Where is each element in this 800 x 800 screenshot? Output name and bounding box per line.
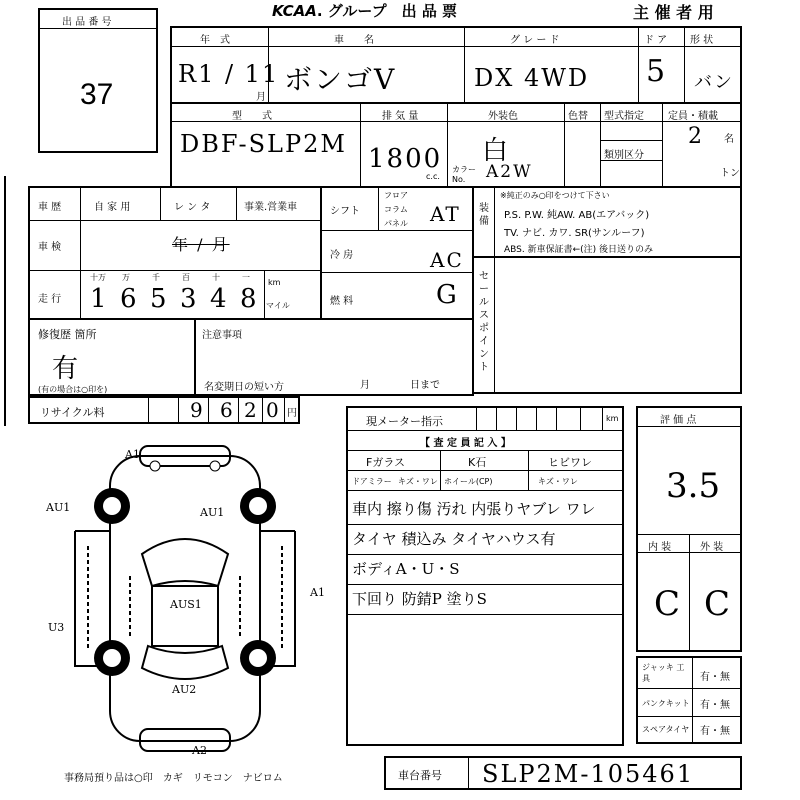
year-label: 年 式: [200, 35, 230, 46]
organizer-label: 主 催 者 用: [633, 3, 714, 22]
inspector-item-crack: ヒビワレ: [548, 456, 592, 469]
history-section: [28, 186, 322, 320]
exterior-label: 外 装: [700, 542, 724, 553]
repair-value: 有: [52, 354, 81, 384]
recycle-unit: 円: [287, 408, 297, 419]
notes-section: [194, 318, 474, 396]
cc-unit: c.c.: [426, 172, 440, 181]
windshield: [142, 539, 228, 586]
damage-mark: AUS1: [170, 598, 202, 611]
equipment-section: [472, 186, 742, 258]
damage-mark: A2: [192, 744, 207, 757]
notes-label: 注意事項: [202, 330, 242, 341]
form-title: [272, 0, 457, 21]
tools-section: [636, 656, 742, 744]
spare-tire-label: スペアタイヤ: [642, 725, 690, 734]
shift-label: シフト: [330, 206, 360, 217]
recycle-label: リサイクル料: [40, 406, 105, 419]
equipment-label: 装 備: [479, 203, 489, 227]
puncture-kit-options[interactable]: 有・無: [700, 700, 730, 711]
history-label: 車 歴: [38, 202, 62, 213]
deadline-month: 月: [360, 380, 370, 391]
lot-number: 37: [80, 78, 114, 111]
sales-point-section: [472, 256, 742, 394]
jack-label: ジャッキ 工 具: [642, 663, 685, 683]
mileage-digit: 3: [180, 284, 199, 314]
damage-mark: A1: [125, 448, 140, 461]
capacity-unit: 名: [724, 134, 734, 145]
vehicle-basic-section: [170, 26, 742, 104]
inspector-note-3: ボディA・U・S: [352, 560, 460, 578]
recycle-digit: 0: [266, 398, 281, 422]
door-label: ド ア: [644, 35, 668, 46]
inspector-note-2: タイヤ 積込み タイヤハウス有: [352, 530, 556, 548]
history-option-commercial[interactable]: 事業.営業車: [244, 202, 298, 213]
mile-unit: マイル: [266, 301, 290, 310]
displacement-value: 1800: [368, 144, 443, 174]
equipment-line-2: TV. ナビ. カワ. SR(サンルーフ): [504, 228, 645, 239]
displacement-label: 排 気 量: [382, 111, 419, 122]
car-diagram: [30, 436, 340, 766]
interior-label: 内 装: [648, 542, 672, 553]
inspector-header: 【 査 定 員 記 入 】: [420, 438, 511, 449]
meter-label: 現メーター指示: [366, 415, 443, 428]
interior-value: C: [654, 584, 683, 624]
roof: [152, 586, 218, 646]
month-unit: 月: [256, 92, 266, 103]
spare-tire-options[interactable]: 有・無: [700, 726, 730, 737]
model-value: DBF-SLP2M: [180, 130, 347, 158]
shift-column: コラム: [384, 205, 408, 214]
equipment-line-1: P.S. P.W. 純AW. AB(エアバック): [504, 210, 650, 221]
inspection-value: 年 / 月: [172, 235, 230, 254]
shift-floor: フロア: [384, 191, 408, 200]
capacity-label: 定員・積載: [668, 111, 718, 122]
shape-value: バン: [694, 72, 734, 93]
mileage-digit: 5: [150, 284, 169, 314]
puncture-kit-label: パンクキット: [642, 699, 690, 708]
recycle-digit: 2: [244, 398, 259, 422]
inspector-item-wheel: ホイール(CP): [444, 477, 493, 486]
inspector-item-wheel-damage: キズ・ワレ: [538, 477, 578, 486]
digit-label-10: 十: [212, 273, 220, 282]
door-value: 5: [646, 54, 668, 89]
inspector-item-mirror: ドアミラー: [352, 477, 392, 486]
chassis-label: 車台番号: [398, 769, 442, 782]
digit-label-10k: 万: [122, 273, 130, 282]
exterior-value: C: [704, 584, 733, 624]
office-note: 事務局預り品は○印 カギ リモコン ナビロム: [64, 773, 283, 784]
margin-line: [4, 176, 6, 426]
rating-section: [636, 406, 742, 652]
car-name-label: 車 名: [334, 35, 374, 46]
grade-label: グ レ ー ド: [510, 35, 560, 46]
recycle-digit: 6: [220, 398, 235, 422]
km-unit: km: [268, 278, 281, 287]
lot-number-box: [38, 8, 158, 153]
digit-label-100: 百: [182, 273, 190, 282]
repair-label: 修復歴 箇所: [38, 328, 97, 341]
mileage-label: 走 行: [38, 294, 62, 305]
shift-value: AT: [430, 202, 461, 226]
damage-mark: U3: [48, 621, 65, 634]
capacity-value: 2: [688, 124, 704, 149]
meter-unit: km: [606, 414, 619, 423]
color-change-label: 色替: [568, 111, 588, 122]
grade-value: DX 4WD: [474, 64, 590, 92]
digit-label-1: 一: [242, 273, 250, 282]
repair-section: [28, 318, 196, 396]
form-title-text: . グループ 出 品 票: [316, 2, 458, 20]
chassis-section: [384, 756, 742, 790]
damage-mark: AU2: [172, 683, 197, 696]
shift-section: [320, 186, 474, 320]
sales-point-label: セールスポイント: [479, 271, 489, 373]
shape-label: 形 状: [690, 35, 714, 46]
damage-mark: AU1: [46, 501, 71, 514]
ac-value: AC: [430, 248, 464, 272]
inspector-item-fglass: Fガラス: [366, 456, 405, 469]
inspector-note-4: 下回り 防錆P 塗りS: [352, 590, 487, 608]
history-option-private[interactable]: 自 家 用: [94, 202, 131, 213]
equipment-line-3: ABS. 新車保証書←(注) 後日送りのみ: [504, 245, 654, 255]
mileage-digit: 4: [210, 284, 229, 314]
lot-label: 出 品 番 号: [62, 17, 112, 28]
mileage-digit: 6: [120, 284, 139, 314]
damage-mark: A1: [310, 586, 325, 599]
jack-options[interactable]: 有・無: [700, 672, 730, 683]
repair-note: (有の場合は○印を): [38, 385, 108, 394]
chassis-value: SLP2M-105461: [482, 760, 695, 788]
brand-logo: KCAA: [272, 2, 317, 20]
car-name-value: ボンゴV: [284, 63, 397, 96]
ton-unit: トン: [720, 168, 740, 179]
model-designation-label: 型式指定: [604, 111, 644, 122]
inspector-note-1: 車内 擦り傷 汚れ 内張りヤブレ ワレ: [352, 500, 596, 518]
inspector-item-mirror-damage: キズ・ワレ: [398, 477, 438, 486]
deadline-label: 名変期日の短い方: [204, 382, 284, 393]
digit-label-100k: 十万: [90, 273, 106, 282]
rating-label: 評 価 点: [660, 415, 697, 426]
equipment-note: ※純正のみ○印をつけて下さい: [500, 191, 610, 200]
digit-label-1k: 千: [152, 273, 160, 282]
inspector-item-kstone: K石: [468, 456, 487, 469]
damage-mark: AU1: [200, 506, 225, 519]
rating-value: 3.5: [666, 466, 721, 506]
year-value: R1 / 11: [178, 60, 280, 88]
shift-panel: パネル: [384, 219, 408, 228]
exterior-color-label: 外装色: [488, 111, 518, 122]
ac-label: 冷 房: [330, 250, 354, 261]
recycle-digit: 9: [190, 398, 205, 422]
vehicle-spec-section: [170, 102, 742, 188]
recycle-section: [28, 396, 300, 424]
mileage-digit: 8: [240, 284, 259, 314]
fuel-label: 燃 料: [330, 296, 354, 307]
fuel-value: G: [436, 280, 459, 310]
model-label: 型 式: [232, 111, 272, 122]
inspection-label: 車 検: [38, 242, 62, 253]
history-option-rental[interactable]: レ ン タ: [174, 202, 211, 213]
color-no-label: カラー No.: [452, 165, 476, 184]
color-value: 白: [482, 136, 511, 166]
mileage-digit: 1: [90, 284, 109, 314]
inspector-section: [346, 406, 624, 746]
classification-label: 類別区分: [604, 150, 644, 161]
deadline-day: 日まで: [410, 380, 440, 391]
color-no-value: A2W: [486, 162, 533, 182]
rear-window: [142, 646, 228, 679]
